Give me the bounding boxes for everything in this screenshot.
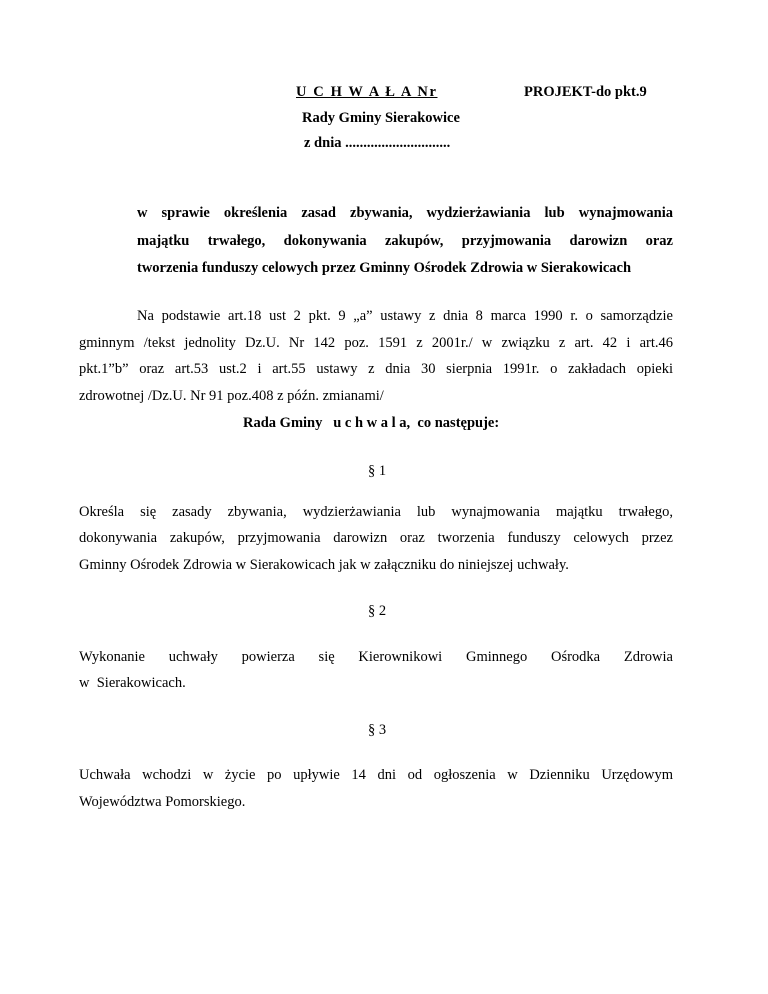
basis-line-1: Na podstawie art.18 ust 2 pkt. 9 „a” ustawy z dnia 8 marca 1990 r. o samorządzie [137,308,673,324]
section-3-line-2: Województwa Pomorskiego. [79,794,246,810]
section-1-line-2: dokonywania zakupów, przyjmowania darowizn oraz tworzenia funduszy celowych przez [79,530,673,546]
basis-line-4: zdrowotnej /Dz.U. Nr 91 poz.408 z późn. zmianami/ [79,388,384,404]
resolves-statement: Rada Gminy u c h w a l a, co następuje: [243,415,500,431]
project-label: PROJEKT-do pkt.9 [524,84,647,100]
section-1-line-1: Określa się zasady zbywania, wydzierżawiania lub wynajmowania majątku trwałego, [79,504,673,520]
section-2-mark: § 2 [368,603,387,619]
council-name: Rady Gminy Sierakowice [302,110,460,126]
section-1-line-3: Gminny Ośrodek Zdrowia w Sierakowicach jak w załączniku do niniejszej uchwały. [79,557,569,573]
section-3-mark: § 3 [368,722,387,738]
resolution-title: U C H W A Ł A Nr [296,84,438,100]
section-2-line-1: Wykonanie uchwały powierza się Kierownikowi Gminnego Ośrodka Zdrowia [79,649,673,665]
subject-line-2: majątku trwałego, dokonywania zakupów, przyjmowania darowizn oraz [137,233,673,249]
subject-line-1: w sprawie określenia zasad zbywania, wydzierżawiania lub wynajmowania [137,205,673,221]
subject-line-3: tworzenia funduszy celowych przez Gminny Ośrodek Zdrowia w Sierakowicach [137,260,632,276]
section-2-line-2: w Sierakowicach. [79,675,186,691]
section-1-mark: § 1 [368,463,387,479]
basis-line-3: pkt.1”b” oraz art.53 ust.2 i art.55 ustawy z dnia 30 sierpnia 1991r. o zakładach opieki [79,361,673,377]
section-3-line-1: Uchwała wchodzi w życie po upływie 14 dni od ogłoszenia w Dzienniku Urzędowym [79,767,673,783]
resolution-date: z dnia ............................. [304,135,451,151]
basis-line-2: gminnym /tekst jednolity Dz.U. Nr 142 poz. 1591 z 2001r./ w związku z art. 42 i art.46 [79,335,673,351]
